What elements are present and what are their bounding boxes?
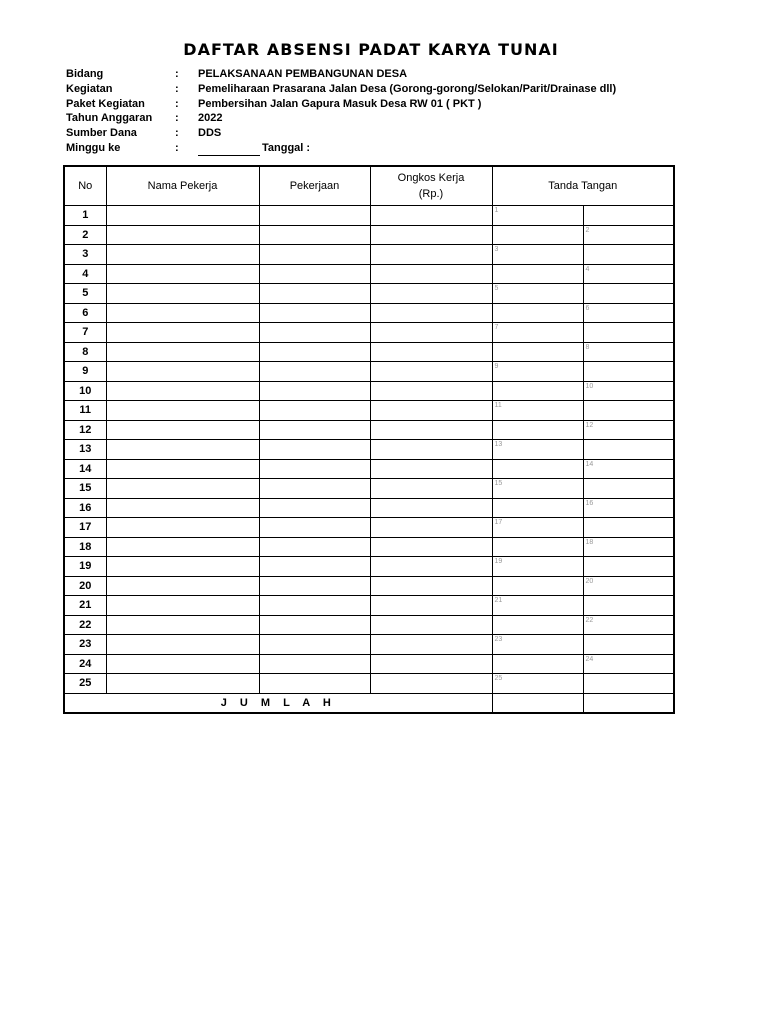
row-number: 3 — [64, 245, 106, 265]
info-colon: : — [175, 68, 179, 80]
signature-cell-right[interactable] — [583, 381, 674, 401]
signature-cell-left[interactable] — [492, 479, 583, 499]
table-row — [64, 264, 674, 284]
nama-pekerja-cell[interactable] — [106, 635, 259, 655]
row-number: 17 — [64, 518, 106, 538]
signature-number: 8 — [585, 343, 590, 351]
header-tanda: Tanda Tangan — [492, 166, 674, 206]
signature-cell-left[interactable] — [492, 420, 583, 440]
table-row — [64, 323, 674, 343]
ongkos-cell[interactable] — [370, 264, 492, 284]
signature-number: 18 — [585, 538, 594, 546]
pekerjaan-cell[interactable] — [259, 654, 370, 674]
signature-cell-right[interactable] — [583, 674, 674, 694]
signature-number: 6 — [585, 304, 590, 312]
signature-cell-left[interactable] — [492, 206, 583, 226]
pekerjaan-cell[interactable] — [259, 576, 370, 596]
header-ongkos-line1: Ongkos Kerja — [397, 172, 465, 184]
header-nama: Nama Pekerja — [106, 166, 259, 206]
ongkos-cell[interactable] — [370, 381, 492, 401]
ongkos-cell[interactable] — [370, 440, 492, 460]
signature-cell-left[interactable] — [492, 362, 583, 382]
table-row — [64, 635, 674, 655]
signature-cell-right[interactable] — [583, 342, 674, 362]
pekerjaan-cell[interactable] — [259, 440, 370, 460]
row-number: 15 — [64, 479, 106, 499]
signature-cell-left[interactable] — [492, 596, 583, 616]
ongkos-cell[interactable] — [370, 245, 492, 265]
table-row — [64, 381, 674, 401]
signature-number: 9 — [494, 363, 499, 370]
signature-cell-right[interactable] — [583, 284, 674, 304]
jumlah-label: J U M L A H — [64, 693, 492, 713]
table-row — [64, 245, 674, 265]
table-footer-row — [64, 693, 674, 713]
ongkos-cell[interactable] — [370, 459, 492, 479]
info-label: Minggu ke — [66, 141, 121, 154]
info-value: DDS — [198, 127, 222, 140]
ongkos-cell[interactable] — [370, 635, 492, 655]
nama-pekerja-cell[interactable] — [106, 654, 259, 674]
ongkos-cell[interactable] — [370, 518, 492, 538]
nama-pekerja-cell[interactable] — [106, 576, 259, 596]
minggu-blank-line[interactable] — [198, 145, 260, 156]
signature-number: 23 — [494, 636, 503, 643]
signature-cell-left[interactable] — [492, 576, 583, 596]
table-header-row — [64, 166, 674, 206]
signature-cell-right[interactable] — [583, 635, 674, 655]
nama-pekerja-cell[interactable] — [106, 401, 259, 421]
row-number: 4 — [64, 264, 106, 284]
row-number: 25 — [64, 674, 106, 694]
pekerjaan-cell[interactable] — [259, 303, 370, 323]
signature-cell-right[interactable] — [583, 596, 674, 616]
pekerjaan-cell[interactable] — [259, 479, 370, 499]
info-label: Tahun Anggaran — [66, 112, 153, 125]
ongkos-cell[interactable] — [370, 654, 492, 674]
row-number: 10 — [64, 381, 106, 401]
signature-cell-right[interactable] — [583, 537, 674, 557]
pekerjaan-cell[interactable] — [259, 381, 370, 401]
info-colon: : — [175, 112, 179, 125]
row-number: 19 — [64, 557, 106, 577]
pekerjaan-cell[interactable] — [259, 206, 370, 226]
signature-cell-left[interactable] — [492, 518, 583, 538]
nama-pekerja-cell[interactable] — [106, 557, 259, 577]
jumlah-cell-left[interactable] — [492, 693, 583, 713]
pekerjaan-cell[interactable] — [259, 498, 370, 518]
ongkos-cell[interactable] — [370, 362, 492, 382]
nama-pekerja-cell[interactable] — [106, 303, 259, 323]
pekerjaan-cell[interactable] — [259, 459, 370, 479]
row-number: 9 — [64, 362, 106, 382]
attendance-table-wrap — [63, 165, 675, 714]
table-row — [64, 498, 674, 518]
nama-pekerja-cell[interactable] — [106, 459, 259, 479]
pekerjaan-cell[interactable] — [259, 362, 370, 382]
page-title: DAFTAR ABSENSI PADAT KARYA TUNAI — [183, 40, 559, 59]
ongkos-cell[interactable] — [370, 498, 492, 518]
signature-cell-right[interactable] — [583, 479, 674, 499]
info-colon: : — [175, 97, 179, 110]
info-colon: : — [175, 127, 179, 140]
row-number: 11 — [64, 401, 106, 421]
table-row — [64, 576, 674, 596]
table-row — [64, 518, 674, 538]
pekerjaan-cell[interactable] — [259, 537, 370, 557]
ongkos-cell[interactable] — [370, 225, 492, 245]
signature-cell-left[interactable] — [492, 264, 583, 284]
info-colon: : — [175, 82, 179, 95]
signature-cell-right[interactable] — [583, 362, 674, 382]
signature-cell-right[interactable] — [583, 440, 674, 460]
signature-number: 12 — [585, 421, 594, 429]
table-row — [64, 362, 674, 382]
pekerjaan-cell[interactable] — [259, 284, 370, 304]
row-number: 20 — [64, 576, 106, 596]
row-number: 6 — [64, 303, 106, 323]
nama-pekerja-cell[interactable] — [106, 381, 259, 401]
table-row — [64, 479, 674, 499]
signature-cell-left[interactable] — [492, 615, 583, 635]
signature-number: 4 — [585, 265, 590, 273]
table-row — [64, 401, 674, 421]
signature-cell-right[interactable] — [583, 206, 674, 226]
signature-number: 20 — [585, 577, 594, 585]
table-row — [64, 206, 674, 226]
ongkos-cell[interactable] — [370, 323, 492, 343]
ongkos-cell[interactable] — [370, 537, 492, 557]
signature-cell-left[interactable] — [492, 401, 583, 421]
table-row — [64, 459, 674, 479]
signature-cell-left[interactable] — [492, 537, 583, 557]
nama-pekerja-cell[interactable] — [106, 518, 259, 538]
signature-number: 2 — [585, 226, 590, 234]
table-row — [64, 303, 674, 323]
row-number: 24 — [64, 654, 106, 674]
info-label: Bidang — [66, 68, 104, 80]
signature-cell-left[interactable] — [492, 381, 583, 401]
nama-pekerja-cell[interactable] — [106, 362, 259, 382]
row-number: 22 — [64, 615, 106, 635]
pekerjaan-cell[interactable] — [259, 225, 370, 245]
signature-number: 3 — [494, 246, 499, 253]
pekerjaan-cell[interactable] — [259, 596, 370, 616]
table-row — [64, 674, 674, 694]
row-number: 14 — [64, 459, 106, 479]
row-number: 5 — [64, 284, 106, 304]
pekerjaan-cell[interactable] — [259, 557, 370, 577]
signature-number: 25 — [494, 675, 503, 682]
nama-pekerja-cell[interactable] — [106, 342, 259, 362]
row-number: 16 — [64, 498, 106, 518]
signature-cell-left[interactable] — [492, 459, 583, 479]
pekerjaan-cell[interactable] — [259, 323, 370, 343]
signature-cell-right[interactable] — [583, 459, 674, 479]
signature-number: 13 — [494, 441, 503, 448]
signature-number: 24 — [585, 655, 594, 663]
nama-pekerja-cell[interactable] — [106, 206, 259, 226]
ongkos-cell[interactable] — [370, 557, 492, 577]
signature-cell-right[interactable] — [583, 498, 674, 518]
table-row — [64, 557, 674, 577]
signature-number: 11 — [494, 402, 502, 409]
header-ongkos — [370, 166, 492, 206]
signature-cell-left[interactable] — [492, 440, 583, 460]
table-row — [64, 440, 674, 460]
signature-number: 10 — [585, 382, 594, 390]
pekerjaan-cell[interactable] — [259, 264, 370, 284]
row-number: 23 — [64, 635, 106, 655]
signature-cell-right[interactable] — [583, 323, 674, 343]
ongkos-cell[interactable] — [370, 303, 492, 323]
info-value-minggu — [198, 141, 310, 156]
signature-cell-left[interactable] — [492, 225, 583, 245]
nama-pekerja-cell[interactable] — [106, 479, 259, 499]
nama-pekerja-cell[interactable] — [106, 674, 259, 694]
info-label: Sumber Dana — [66, 127, 137, 140]
nama-pekerja-cell[interactable] — [106, 225, 259, 245]
ongkos-cell[interactable] — [370, 401, 492, 421]
signature-cell-right[interactable] — [583, 303, 674, 323]
row-number: 2 — [64, 225, 106, 245]
signature-cell-right[interactable] — [583, 576, 674, 596]
row-number: 1 — [64, 206, 106, 226]
table-row — [64, 596, 674, 616]
table-row — [64, 537, 674, 557]
signature-number: 5 — [494, 285, 499, 292]
info-value: PELAKSANAAN PEMBANGUNAN DESA — [198, 68, 408, 80]
ongkos-cell[interactable] — [370, 615, 492, 635]
signature-cell-right[interactable] — [583, 420, 674, 440]
pekerjaan-cell[interactable] — [259, 420, 370, 440]
attendance-table — [63, 165, 675, 714]
ongkos-cell[interactable] — [370, 206, 492, 226]
signature-cell-right[interactable] — [583, 264, 674, 284]
ongkos-cell[interactable] — [370, 674, 492, 694]
signature-cell-left[interactable] — [492, 342, 583, 362]
signature-cell-right[interactable] — [583, 401, 674, 421]
info-colon: : — [175, 141, 179, 154]
ongkos-cell[interactable] — [370, 420, 492, 440]
signature-cell-right[interactable] — [583, 654, 674, 674]
signature-cell-right[interactable] — [583, 615, 674, 635]
signature-number: 19 — [494, 558, 503, 565]
pekerjaan-cell[interactable] — [259, 245, 370, 265]
info-label: Paket Kegiatan — [66, 97, 145, 110]
signature-cell-right[interactable] — [583, 557, 674, 577]
signature-number: 1 — [494, 207, 499, 214]
pekerjaan-cell[interactable] — [259, 615, 370, 635]
signature-cell-left[interactable] — [492, 284, 583, 304]
signature-cell-left[interactable] — [492, 323, 583, 343]
nama-pekerja-cell[interactable] — [106, 440, 259, 460]
signature-cell-left[interactable] — [492, 557, 583, 577]
signature-cell-left[interactable] — [492, 635, 583, 655]
nama-pekerja-cell[interactable] — [106, 537, 259, 557]
signature-number: 16 — [585, 499, 594, 507]
signature-cell-left[interactable] — [492, 245, 583, 265]
pekerjaan-cell[interactable] — [259, 401, 370, 421]
row-number: 21 — [64, 596, 106, 616]
signature-number: 7 — [494, 324, 499, 331]
row-number: 8 — [64, 342, 106, 362]
row-number: 13 — [64, 440, 106, 460]
signature-cell-left[interactable] — [492, 303, 583, 323]
pekerjaan-cell[interactable] — [259, 635, 370, 655]
signature-cell-right[interactable] — [583, 518, 674, 538]
header-pekerjaan: Pekerjaan — [259, 166, 370, 206]
signature-number: 21 — [494, 597, 503, 604]
table-body — [64, 206, 674, 694]
ongkos-cell[interactable] — [370, 576, 492, 596]
ongkos-cell[interactable] — [370, 284, 492, 304]
nama-pekerja-cell[interactable] — [106, 420, 259, 440]
row-number: 12 — [64, 420, 106, 440]
signature-cell-left[interactable] — [492, 498, 583, 518]
nama-pekerja-cell[interactable] — [106, 245, 259, 265]
nama-pekerja-cell[interactable] — [106, 323, 259, 343]
table-row — [64, 225, 674, 245]
info-value: Pembersihan Jalan Gapura Masuk Desa RW 01 ( PKT ) — [198, 97, 482, 110]
signature-number: 14 — [585, 460, 594, 468]
jumlah-cell-right[interactable] — [583, 693, 674, 713]
ongkos-cell[interactable] — [370, 596, 492, 616]
header-no: No — [64, 166, 106, 206]
row-number: 18 — [64, 537, 106, 557]
tanggal-label: Tanggal : — [262, 141, 311, 154]
table-row — [64, 342, 674, 362]
info-label: Kegiatan — [66, 82, 113, 95]
ongkos-cell[interactable] — [370, 479, 492, 499]
signature-number: 17 — [494, 519, 503, 526]
nama-pekerja-cell[interactable] — [106, 284, 259, 304]
ongkos-cell[interactable] — [370, 342, 492, 362]
pekerjaan-cell[interactable] — [259, 518, 370, 538]
signature-number: 15 — [494, 480, 503, 487]
signature-cell-left[interactable] — [492, 654, 583, 674]
signature-cell-left[interactable] — [492, 674, 583, 694]
table-row — [64, 615, 674, 635]
signature-number: 22 — [585, 616, 594, 624]
info-value: 2022 — [198, 112, 223, 125]
signature-cell-right[interactable] — [583, 245, 674, 265]
row-number: 7 — [64, 323, 106, 343]
nama-pekerja-cell[interactable] — [106, 596, 259, 616]
table-row — [64, 654, 674, 674]
info-value: Pemeliharaan Prasarana Jalan Desa (Gorong-gorong/Selokan/Parit/Drainase dll) — [198, 82, 617, 95]
signature-cell-right[interactable] — [583, 225, 674, 245]
table-row — [64, 284, 674, 304]
pekerjaan-cell[interactable] — [259, 342, 370, 362]
header-ongkos-line2: (Rp.) — [418, 188, 444, 200]
table-row — [64, 420, 674, 440]
nama-pekerja-cell[interactable] — [106, 615, 259, 635]
nama-pekerja-cell[interactable] — [106, 264, 259, 284]
nama-pekerja-cell[interactable] — [106, 498, 259, 518]
pekerjaan-cell[interactable] — [259, 674, 370, 694]
